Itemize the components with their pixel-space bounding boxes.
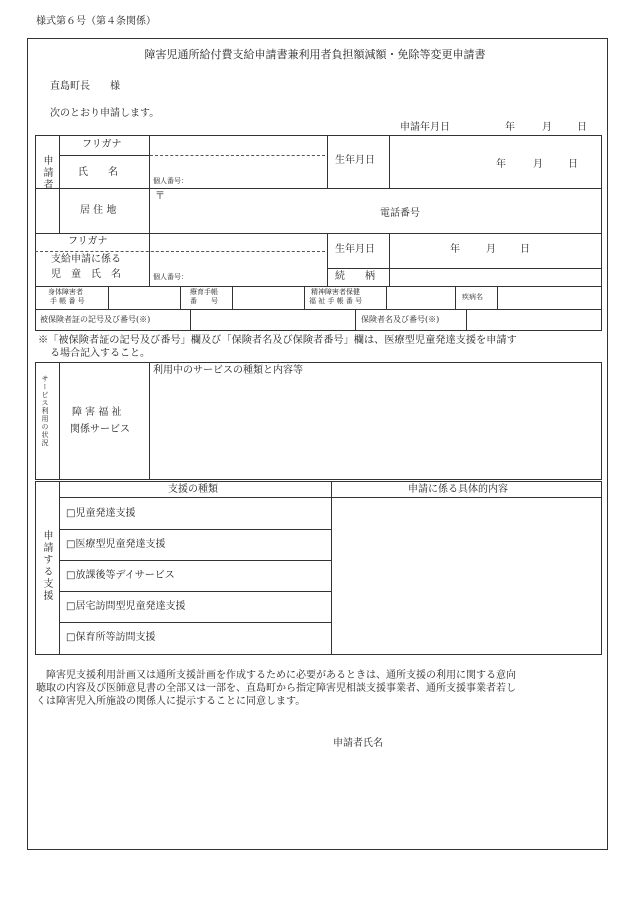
form-number: 様式第６号（第４条関係） bbox=[36, 16, 156, 27]
child-birth-month[interactable]: 月 bbox=[486, 244, 496, 255]
service-label-1: 障 害 福 祉 bbox=[72, 407, 122, 418]
signature-label[interactable]: 申請者氏名 bbox=[333, 738, 383, 749]
support-option-child-development[interactable]: □児童発達支援 bbox=[66, 508, 136, 519]
applicant-address-label: 居 住 地 bbox=[80, 205, 117, 216]
child-furigana-label: フリガナ bbox=[68, 236, 108, 247]
applicant-furigana-label: フリガナ bbox=[82, 139, 122, 150]
applicant-side-label: 申請者 bbox=[41, 155, 52, 191]
child-individual-number[interactable]: 個人番号： bbox=[153, 273, 188, 281]
applicant-birth-day[interactable]: 日 bbox=[568, 159, 578, 170]
insurance-card-label: 被保険者証の記号及び番号(※) bbox=[40, 315, 151, 324]
consent-line-3: くは障害児入所施設の関係人に提示することに同意します。 bbox=[36, 696, 306, 707]
addressee: 直島町長 様 bbox=[50, 81, 120, 92]
child-relationship-label: 続 柄 bbox=[335, 271, 375, 282]
ryoiku-handbook-label-2: 番 号 bbox=[190, 297, 218, 305]
support-option-after-school-day-service[interactable]: □放課後等デイサービス bbox=[66, 570, 175, 581]
service-status-table bbox=[35, 362, 602, 480]
applicant-individual-number[interactable]: 個人番号： bbox=[153, 177, 188, 185]
support-option-nursery-visit-support[interactable]: □保育所等訪問支援 bbox=[66, 632, 156, 643]
child-birth-year[interactable]: 年 bbox=[450, 244, 460, 255]
applicant-birth-year[interactable]: 年 bbox=[496, 159, 506, 170]
application-date-label: 申請年月日 bbox=[400, 122, 450, 133]
application-year[interactable]: 年 bbox=[505, 122, 515, 133]
application-month[interactable]: 月 bbox=[542, 122, 552, 133]
applicant-birthdate-label: 生年月日 bbox=[335, 155, 375, 166]
service-label-2: 関係サービス bbox=[70, 424, 130, 435]
child-birthdate-label: 生年月日 bbox=[335, 244, 375, 255]
support-side-label: 申請する支援 bbox=[41, 530, 52, 602]
application-day[interactable]: 日 bbox=[577, 122, 587, 133]
ryoiku-handbook-label-1: 療育手帳 bbox=[190, 288, 218, 296]
phone-label: 電話番号 bbox=[380, 208, 420, 219]
service-status-side-label: サービス利用の状況 bbox=[41, 375, 49, 447]
child-name-label-2: 児 童 氏 名 bbox=[51, 269, 121, 280]
consent-line-1: 障害児支援利用計画又は通所支援計画を作成するために必要があるときは、通所支援の利用に関する意向 bbox=[36, 670, 516, 681]
insurance-note-1: ※「被保険者証の記号及び番号」欄及び「保険者名及び保険者番号」欄は、医療型児童発達支援を申請す bbox=[38, 335, 517, 346]
intro-text: 次のとおり申請します。 bbox=[50, 108, 160, 119]
physical-handbook-label-2: 手 帳 番 号 bbox=[50, 297, 85, 305]
consent-line-2: 聴取の内容及び医師意見書の全部又は一部を、直島町から指定障害児相談支援事業者、通所支援事業者若し bbox=[36, 683, 516, 694]
applicant-birth-month[interactable]: 月 bbox=[533, 159, 543, 170]
support-type-header: 支援の種類 bbox=[168, 484, 218, 495]
support-option-medical-child-development[interactable]: □医療型児童発達支援 bbox=[66, 539, 166, 550]
child-name-label-1: 支給申請に係る bbox=[51, 254, 121, 265]
mental-handbook-label-1: 精神障害者保健 bbox=[311, 288, 360, 296]
form-title: 障害児通所給付費支給申請書兼利用者負担額減額・免除等変更申請書 bbox=[144, 48, 486, 61]
mental-handbook-label-2: 福 祉 手 帳 番 号 bbox=[309, 297, 363, 305]
disease-label: 疾病名 bbox=[462, 293, 483, 301]
support-detail-header: 申請に係る具体的内容 bbox=[408, 484, 508, 495]
postal-mark: 〒 bbox=[155, 191, 165, 202]
service-content-header: 利用中のサービスの種類と内容等 bbox=[153, 365, 303, 376]
insurer-label: 保険者名及び番号(※) bbox=[361, 315, 440, 324]
applicant-name-label: 氏 名 bbox=[78, 167, 118, 178]
physical-handbook-label-1: 身体障害者 bbox=[48, 288, 83, 296]
child-birth-day[interactable]: 日 bbox=[520, 244, 530, 255]
insurance-note-2: る場合記入すること。 bbox=[50, 348, 150, 359]
support-option-home-visit-development[interactable]: □居宅訪問型児童発達支援 bbox=[66, 601, 186, 612]
